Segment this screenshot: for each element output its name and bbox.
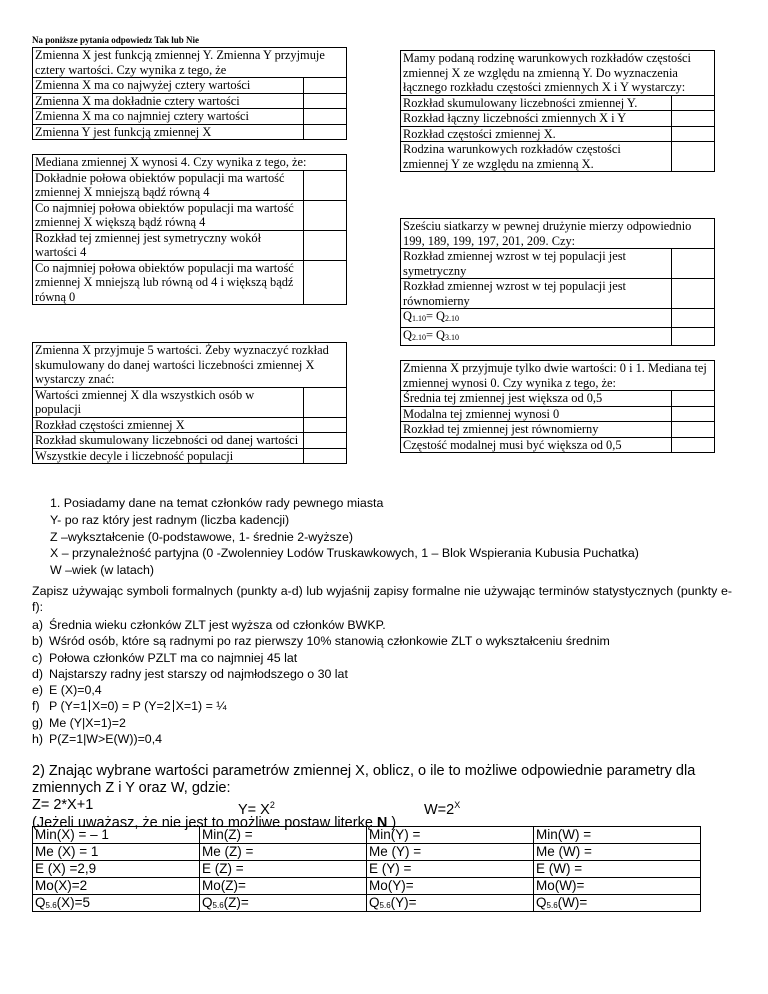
question-item: Wszystkie decyle i liczebność populacji (33, 448, 304, 464)
question-stem: Zmienna X przyjmuje 5 wartości. Żeby wyznaczyć rozkład skumulowany do danej wartości liczebności zmiennej X wystarczy znać: (33, 343, 347, 388)
answer-cell[interactable] (304, 93, 347, 109)
question-5 (400, 218, 715, 346)
task-2-formulas (32, 797, 732, 818)
table-cell[interactable]: $Q_{5.6}(W)=$ (534, 895, 701, 912)
question-item: Częstość modalnej musi być większa od 0,5 (401, 437, 672, 453)
table-cell[interactable]: Mo(Y)= (367, 878, 534, 895)
question-item: Rozkład tej zmiennej jest równomierny (401, 422, 672, 438)
formula-w: $W=2^X$ (424, 800, 461, 818)
table-cell[interactable]: E (Z) = (200, 861, 367, 878)
answer-cell[interactable] (304, 387, 347, 417)
answer-cell[interactable] (304, 433, 347, 449)
table-cell: Me (X) = 1 (33, 844, 200, 861)
list-item: g) Me (Y|X=1)=2 (32, 715, 126, 730)
question-stem: Zmienna X jest funkcją zmiennej Y. Zmienna Y przyjmuje cztery wartości. Czy wynika z tego, że (33, 48, 347, 78)
question-item: Zmienna X ma co najmniej cztery wartości (33, 109, 304, 125)
list-item: b) Wśród osób, które są radnymi po raz pierwszy 10% stanowią członkowie ZLT o wykształceniu średnim (32, 634, 610, 649)
task-1-items (32, 617, 610, 747)
question-item: Dokładnie połowa obiektów populacji ma wartość zmiennej X mniejszą bądź równą 4 (33, 170, 304, 200)
question-item: Zmienna X ma dokładnie cztery wartości (33, 93, 304, 109)
task-1-instruction: Zapisz używając symboli formalnych (punkty a-d) lub wyjaśnij zapisy formalne nie używając terminów statystycznych (punkty e-f): (32, 584, 732, 615)
question-item: Rozkład skumulowany liczebności zmiennej Y. (401, 95, 672, 111)
answer-cell[interactable] (304, 260, 347, 305)
table-row (33, 827, 701, 844)
table-cell[interactable]: Me (Z) = (200, 844, 367, 861)
table-cell[interactable]: Me (Y) = (367, 844, 534, 861)
table-cell[interactable]: Me (W) = (534, 844, 701, 861)
question-item: Rozkład skumulowany liczebności od danej wartości (33, 433, 304, 449)
answer-cell[interactable] (672, 437, 715, 453)
question-1 (32, 47, 390, 140)
question-4 (400, 50, 715, 172)
answer-cell[interactable] (672, 95, 715, 111)
answer-cell[interactable] (304, 417, 347, 433)
answer-cell[interactable] (304, 124, 347, 140)
task-1-line: Z –wykształcenie (0-podstawowe, 1- średnie 2-wyższe) (50, 529, 353, 544)
list-item: f) P (Y=1 X=0) = P (Y=2 X=1) = ¼ (32, 699, 227, 714)
question-stem: Zmienna X przyjmuje tylko dwie wartości: 0 i 1. Mediana tej zmiennej wynosi 0. Czy wynika z tego, że: (401, 361, 715, 391)
answer-cell[interactable] (304, 448, 347, 464)
formula-z: Z= 2*X+1 (32, 797, 94, 813)
task-2-note: (Jeżeli uważasz, że nie jest to możliwe postaw literkę N ) (32, 815, 397, 831)
table-cell[interactable]: Min(Y) = (367, 827, 534, 844)
question-item: Co najmniej połowa obiektów populacji ma wartość zmiennej X mniejszą lub równą od 4 i większą bądź równą 0 (33, 260, 304, 305)
question-item: Co najmniej połowa obiektów populacji ma wartość zmiennej X większą bądź równą 4 (33, 200, 304, 230)
answer-cell[interactable] (672, 327, 715, 346)
answer-cell[interactable] (672, 406, 715, 422)
question-item: Rodzina warunkowych rozkładów częstości zmiennej Y ze względu na zmienną X. (401, 142, 672, 172)
question-item: Rozkład częstości zmiennej X (33, 417, 304, 433)
table-row (33, 844, 701, 861)
table-row (33, 878, 701, 895)
table-cell[interactable]: Mo(W)= (534, 878, 701, 895)
question-stem: Sześciu siatkarzy w pewnej drużynie mierzy odpowiednio 199, 189, 199, 197, 201, 209. Czy: (401, 219, 715, 249)
list-item: h) P(Z=1|W>E(W))=0,4 (32, 732, 163, 747)
table-cell[interactable]: Min(W) = (534, 827, 701, 844)
question-item: Wartości zmiennej X dla wszystkich osób w populacji (33, 387, 304, 417)
answer-cell[interactable] (672, 126, 715, 142)
table-cell: $Q_{5.6}(X)=5$ (33, 895, 200, 912)
question-item: Rozkład tej zmiennej jest symetryczny wokół wartości 4 (33, 230, 304, 260)
question-item: Modalna tej zmiennej wynosi 0 (401, 406, 672, 422)
question-6 (400, 360, 715, 453)
answer-cell[interactable] (304, 230, 347, 260)
question-item: $Q_{1.10}= Q_{2.10}$ (401, 309, 672, 328)
parameters-table (32, 826, 701, 912)
list-item: c) Połowa członków PZLT ma co najmniej 45 lat (32, 650, 298, 665)
list-item: d) Najstarszy radny jest starszy od najmłodszego o 30 lat (32, 666, 348, 681)
table-cell: Mo(X)=2 (33, 878, 200, 895)
table-cell[interactable]: Min(Z) = (200, 827, 367, 844)
table-cell[interactable]: $Q_{5.6}(Z)=$ (200, 895, 367, 912)
answer-cell[interactable] (672, 422, 715, 438)
answer-cell[interactable] (672, 391, 715, 407)
table-row (33, 895, 701, 912)
question-item: Rozkład częstości zmiennej X. (401, 126, 672, 142)
answer-cell[interactable] (672, 142, 715, 172)
question-item: Rozkład zmiennej wzrost w tej populacji jest symetryczny (401, 249, 672, 279)
answer-cell[interactable] (672, 249, 715, 279)
question-stem: Mamy podaną rodzinę warunkowych rozkładów częstości zmiennej X ze względu na zmienną Y. Do wyznaczenia łącznego rozkładu częstości zmiennych X i Y wystarczy: (401, 51, 715, 96)
answer-cell[interactable] (672, 309, 715, 328)
table-cell: Min(X) = – 1 (33, 827, 200, 844)
task-1-line: Y- po raz który jest radnym (liczba kadencji) (50, 512, 290, 527)
task-2-description (32, 763, 732, 832)
table-cell[interactable]: E (W) = (534, 861, 701, 878)
list-item: a) Średnia wieku członków ZLT jest wyższa od członków BWKP. (32, 618, 386, 632)
question-item: $Q_{2.10}= Q_{3.10}$ (401, 327, 672, 346)
question-item: Rozkład zmiennej wzrost w tej populacji jest równomierny (401, 279, 672, 309)
task-1-line: X – przynależność partyjna (0 -Zwolenniey Lodów Truskawkowych, 1 – Blok Wspierania Kubusia Puchatka) (50, 546, 639, 561)
answer-cell[interactable] (672, 111, 715, 127)
table-cell[interactable]: $Q_{5.6}(Y)=$ (367, 895, 534, 912)
question-3 (32, 342, 347, 464)
answer-cell[interactable] (304, 200, 347, 230)
task-1-line: 1. Posiadamy dane na temat członków rady pewnego miasta (50, 496, 384, 510)
table-cell: E (X) =2,9 (33, 861, 200, 878)
formula-y: $Y= X^2$ (238, 800, 275, 818)
answer-cell[interactable] (672, 279, 715, 309)
question-item: Zmienna Y jest funkcją zmiennej X (33, 124, 304, 140)
question-stem: Mediana zmiennej X wynosi 4. Czy wynika z tego, że: (33, 155, 347, 171)
table-cell[interactable]: E (Y) = (367, 861, 534, 878)
table-row (33, 861, 701, 878)
question-2 (32, 154, 347, 305)
question-item: Rozkład łączny liczebności zmiennych X i Y (401, 111, 672, 127)
answer-cell[interactable] (304, 109, 347, 125)
instructions-header: Na poniższe pytania odpowiedz Tak lub Nie (32, 35, 200, 45)
task-2-intro: 2) Znając wybrane wartości parametrów zmiennej X, oblicz, o ile to możliwe odpowiednie parametry dla zmiennych Z i Y oraz W, gdzie: (32, 763, 696, 796)
task-1-description (50, 495, 639, 579)
task-1-line: W –wiek (w latach) (50, 563, 154, 578)
list-item: e) E (X)=0,4 (32, 683, 102, 698)
answer-cell[interactable] (304, 78, 347, 94)
answer-cell[interactable] (304, 170, 347, 200)
table-cell[interactable]: Mo(Z)= (200, 878, 367, 895)
question-item: Średnia tej zmiennej jest większa od 0,5 (401, 391, 672, 407)
question-item: Zmienna X ma co najwyżej cztery wartości (33, 78, 304, 94)
